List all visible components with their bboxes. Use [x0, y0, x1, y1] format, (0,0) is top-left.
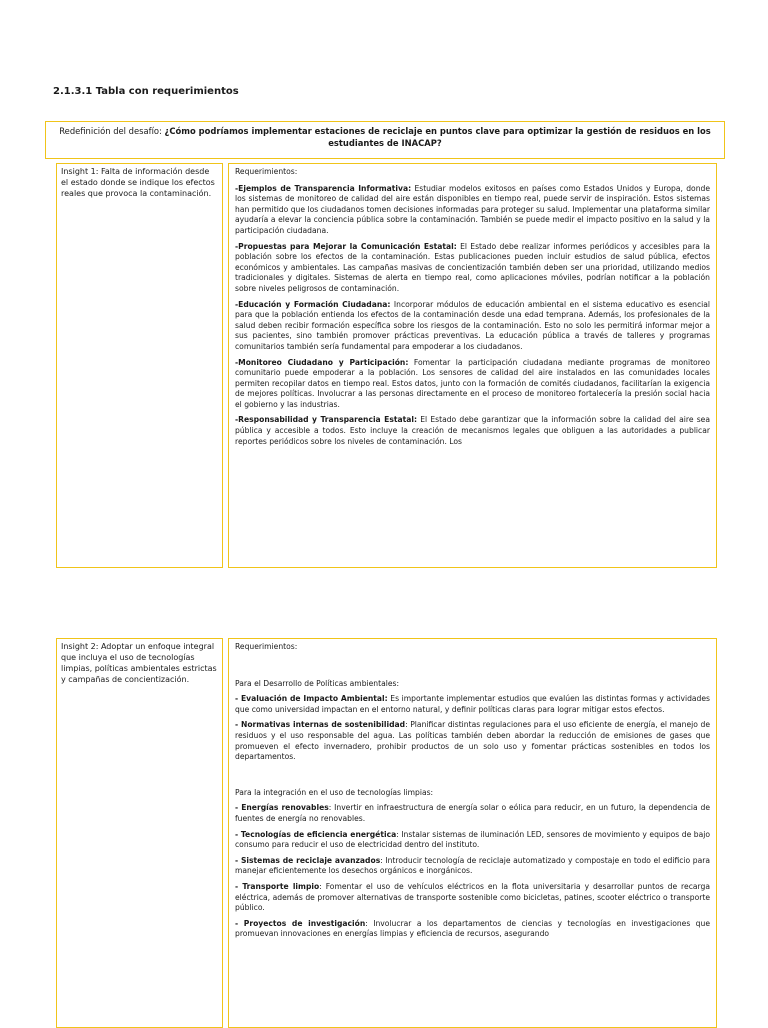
requirement-text: : Involucrar a los departamentos de ciencias y tecnologías en investigaciones que promuevan innovaciones en energías limpias y eficiencia de recursos, asegurando: [235, 918, 710, 939]
requirement-title: - Transporte limpio: [235, 881, 320, 891]
requirement-title: -Propuestas para Mejorar la Comunicación Estatal:: [235, 241, 457, 251]
requirement-title: - Normativas internas de sostenibilidad: [235, 720, 406, 730]
requirement-title: - Sistemas de reciclaje avanzados: [235, 855, 381, 865]
requirement-item: [235, 358, 710, 411]
requirement-text: El Estado debe garantizar que la información sobre la calidad del aire sea pública y accesible a todos. Esto incluye la creación de mecanismos legales que obliguen a las autoridades a publicar reportes periódicos sobre los niveles de contaminación. Los: [235, 415, 710, 446]
insight-1-cell: Insight 1: Falta de información desde el estado donde se indique los efectos reales que provoca la contaminación.: [56, 163, 223, 568]
requirement-text: : Invertir en infraestructura de energía solar o eólica para reducir, en un futuro, la dependencia de fuentes de energía no renovables.: [235, 803, 710, 823]
section-label: Para la integración en el uso de tecnologías limpias:: [235, 787, 434, 797]
requirement-item: [235, 882, 710, 914]
requirement-item: [235, 242, 710, 295]
requirement-title: -Responsabilidad y Transparencia Estatal:: [235, 415, 417, 425]
requirement-item: [235, 184, 710, 237]
requirement-item: [235, 415, 710, 447]
requirement-text: : Introducir tecnología de reciclaje automatizado y compostaje en todo el edificio para manejar eficientemente los desechos orgánicos e inorgánicos.: [235, 855, 711, 876]
requirement-text: Estudiar modelos exitosos en países como Estados Unidos y Europa, donde los sistemas de monitoreo de calidad del aire están disponibles en tiempo real, puede servir de inspiración. Estos sistemas han permitido que los ciudadanos tomen decisiones informadas para proteger su salud. Implementar una plataforma similar ayudaría a elevar la conciencia pública sobre la contaminación. También se puede medir el impacto positivo en la salud y la participación ciudadana.: [235, 183, 711, 235]
requirement-text: Es importante implementar estudios que evalúen las distintas formas y actividades que como universidad impactan en el entorno natural, y definir políticas claras para lograr mitigar estos efectos.: [235, 694, 710, 714]
requirement-title: - Tecnologías de eficiencia energética: [235, 829, 397, 839]
table-row-1: [56, 163, 717, 568]
challenge-box: [45, 121, 725, 159]
requirement-text: : Planificar distintas regulaciones para el uso eficiente de energía, el manejo de residuos y el uso responsable del agua. Las políticas también deben abordar la reducción de emisiones de gases que promueven el efecto invernadero, prohibir productos de un solo uso y fomentar prácticas sostenibles en todos los departamentos.: [235, 720, 710, 762]
requirements-1-cell: [228, 163, 717, 568]
requirement-title: - Energías renovables: [235, 803, 329, 813]
requirement-text: : Fomentar el uso de vehículos eléctricos en la flota universitaria y desarrollar puntos de recarga eléctrica, además de promover alternativas de transporte sostenible como bicicletas, patines, scooter eléctrico o transporte público.: [235, 881, 710, 913]
requirement-text: Fomentar la participación ciudadana mediante programas de monitoreo comunitario puede empoderar a la población. Los sensores de calidad del aire instalados en las comunidades locales permiten recopilar datos en tiempo real. Estos datos, junto con la formación de comités ciudadanos, facilitarían la exigencia de mejores políticas. Involucrar a las personas directamente en el proceso de monitoreo fortalecería la presión social hacia el gobierno y las industrias.: [235, 357, 710, 409]
requirement-title: -Monitoreo Ciudadano y Participación:: [235, 357, 409, 367]
requirement-item: [235, 720, 710, 762]
requirement-item: [235, 803, 710, 824]
requirement-title: -Educación y Formación Ciudadana:: [235, 299, 391, 309]
requirement-text: El Estado debe realizar informes periódicos y accesibles para la población sobre los efectos de la contaminación. Estas publicaciones pueden incluir estudios de salud pública, efectos económicos y ambientales. Las campañas masivas de concientización también deben ser una prioridad, utilizando medios tradicionales y digitales. Sistemas de alerta en tiempo real, como aplicaciones móviles, podrían notificar a la población sobre niveles peligrosos de contaminación.: [235, 241, 710, 293]
requirement-title: - Evaluación de Impacto Ambiental:: [235, 694, 388, 704]
requirement-item: [235, 830, 710, 851]
insight-2-cell: Insight 2: Adoptar un enfoque integral que incluya el uso de tecnologías limpias, políticas ambientales estrictas y campañas de concientización.: [56, 638, 223, 1028]
requirement-item: [235, 919, 710, 940]
requirement-item: [235, 694, 710, 715]
challenge-question: ¿Cómo podríamos implementar estaciones de reciclaje en puntos clave para optimizar la gestión de residuos en los estudiantes de INACAP?: [164, 126, 711, 148]
requirement-title: - Proyectos de investigación: [235, 918, 366, 928]
section-label: Para el Desarrollo de Políticas ambientales:: [235, 678, 400, 688]
requirement-item: [235, 300, 710, 353]
requirement-item: [235, 856, 710, 877]
requirement-text: Incorporar módulos de educación ambiental en el sistema educativo es esencial para que la población entienda los efectos de la contaminación desde una edad temprana. Además, los profesionales de la salud deben recibir formación específica sobre los riesgos de la contaminación. Esto no solo les permitirá informar mejor a sus pacientes, sino también promover prácticas preventivas. La educación pública a través de talleres y programas comunitarios también sería fundamental para empoderar a los ciudadanos.: [235, 299, 710, 351]
table-row-2: [56, 638, 717, 1024]
challenge-prefix: Redefinición del desafío:: [59, 126, 165, 136]
requirements-2-cell: [228, 638, 717, 1028]
requirements-label: Requerimientos:: [235, 642, 298, 651]
requirements-label: Requerimientos:: [235, 167, 298, 176]
requirement-text: : Instalar sistemas de iluminación LED, sensores de movimiento y equipos de bajo consumo para reducir el uso de electricidad dentro del instituto.: [235, 829, 710, 850]
requirement-title: -Ejemplos de Transparencia Informativa:: [235, 183, 412, 193]
section-heading: 2.1.3.1 Tabla con requerimientos: [53, 86, 239, 97]
